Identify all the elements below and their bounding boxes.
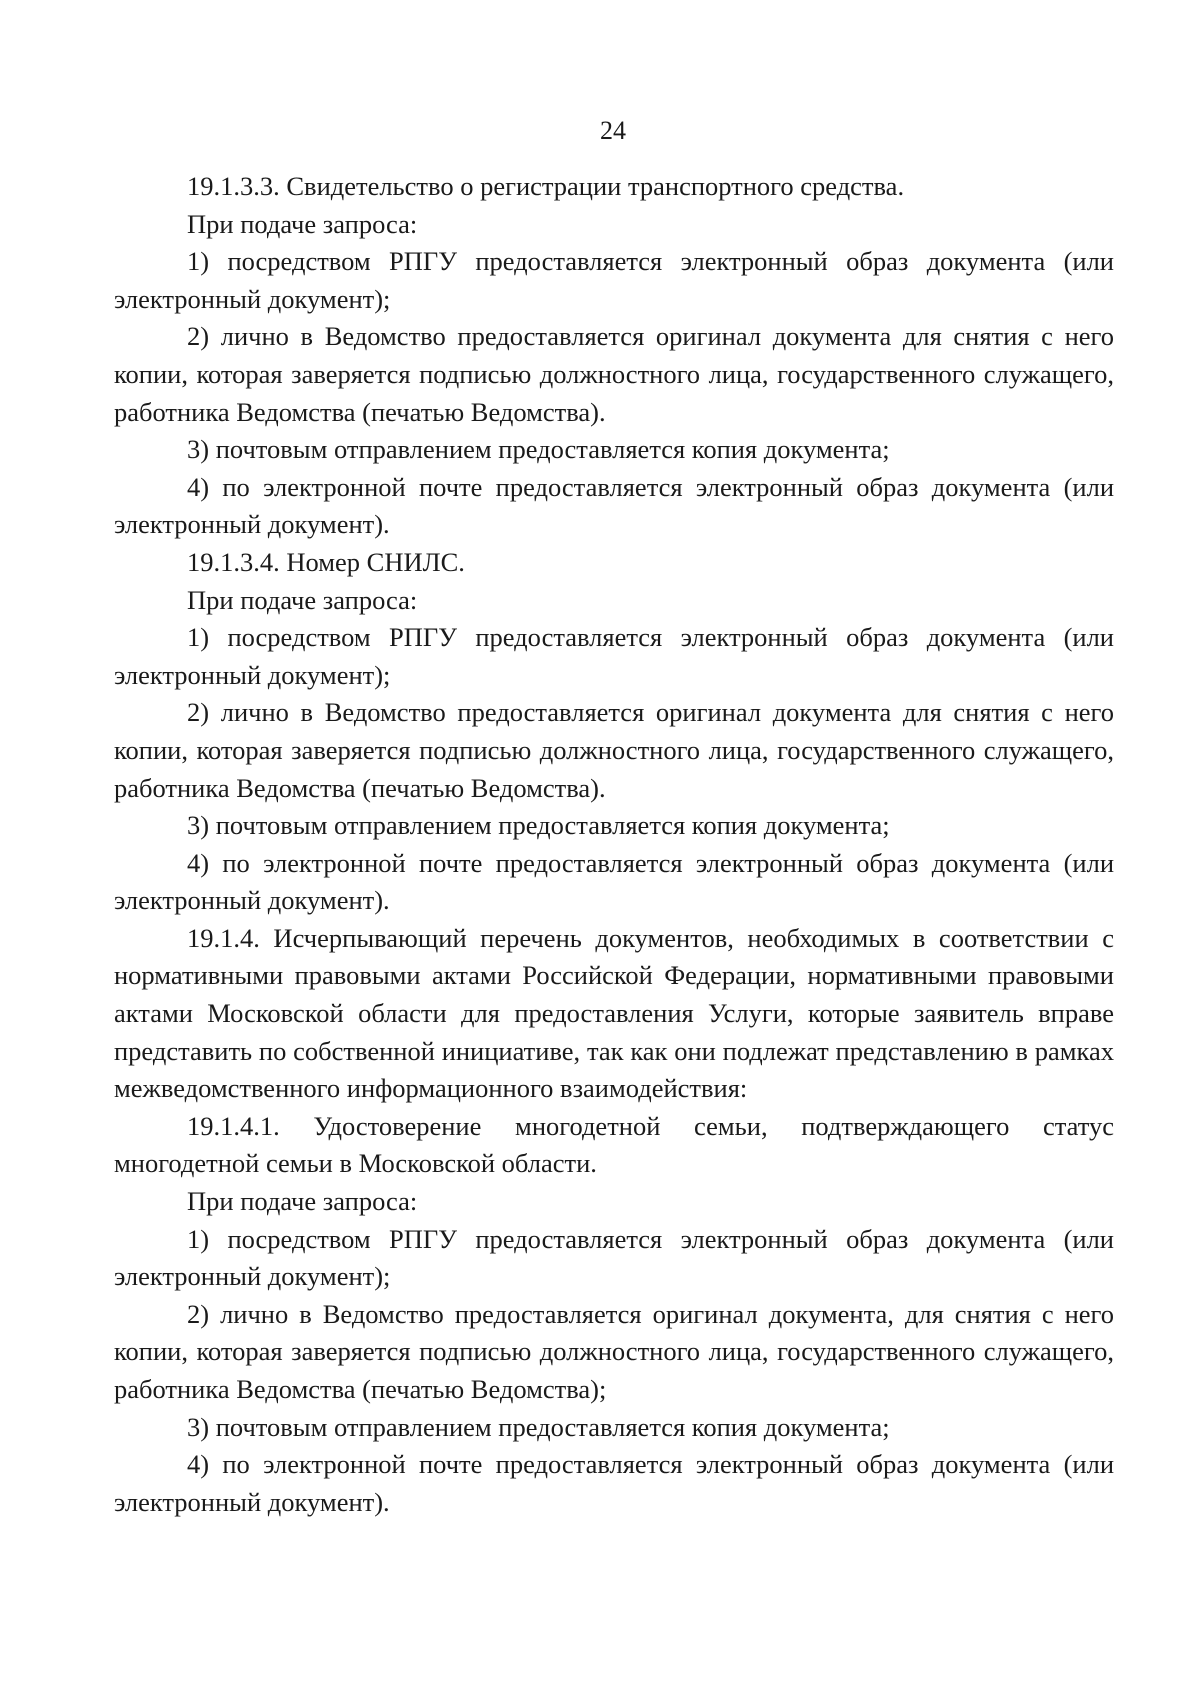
section-heading-19-1-3-3: 19.1.3.3. Свидетельство о регистрации транспортного средства. [187, 171, 905, 201]
document-body [114, 168, 1114, 1521]
list-item-rpgu: 1) посредством РПГУ предоставляется электронный образ документа (или электронный документ); [114, 1223, 1114, 1292]
list-item-in-person: 2) лично в Ведомство предоставляется оригинал документа, для снятия с него копии, которая заверяется подписью должностного лица, государственного служащего, работника Ведомства (печатью Ведомства); [114, 1298, 1114, 1404]
section-heading-19-1-4-1: 19.1.4.1. Удостоверение многодетной семьи, подтверждающего статус многодетной семьи в Московской области. [114, 1110, 1114, 1179]
list-item-rpgu: 1) посредством РПГУ предоставляется электронный образ документа (или электронный документ); [114, 246, 1114, 314]
list-item-in-person: 2) лично в Ведомство предоставляется оригинал документа для снятия с него копии, которая заверяется подписью должностного лица, государственного служащего, работника Ведомства (печатью Ведомства). [114, 321, 1114, 427]
paragraph-request-intro: При подаче запроса: [187, 208, 418, 239]
list-item-post: 3) почтовым отправлением предоставляется копия документа; [187, 810, 890, 841]
list-item-post: 3) почтовым отправлением предоставляется копия документа; [187, 1411, 890, 1442]
list-item-email: 4) по электронной почте предоставляется электронный образ документа (или электронный документ). [114, 471, 1114, 540]
list-item-rpgu: 1) посредством РПГУ предоставляется электронный образ документа (или электронный документ); [114, 622, 1114, 690]
section-heading-19-1-3-4: 19.1.3.4. Номер СНИЛС. [187, 546, 465, 577]
list-item-email: 4) по электронной почте предоставляется электронный образ документа (или электронный документ). [114, 847, 1114, 916]
section-heading-19-1-4: 19.1.4. Исчерпывающий перечень документов, необходимых в соответствии с нормативными правовыми актами Российской Федерации, нормативными правовыми актами Московской области для предоставления Услуги, которые заявитель вправе представить по собственной инициативе, так как они подлежат представлению в рамках межведомственного информационного взаимодействия: [114, 922, 1114, 1104]
list-item-in-person: 2) лично в Ведомство предоставляется оригинал документа для снятия с него копии, которая заверяется подписью должностного лица, государственного служащего, работника Ведомства (печатью Ведомства). [114, 697, 1114, 803]
list-item-email: 4) по электронной почте предоставляется электронный образ документа (или электронный документ). [114, 1449, 1114, 1517]
list-item-post: 3) почтовым отправлением предоставляется копия документа; [187, 434, 890, 465]
page-number: 24 [600, 116, 626, 145]
paragraph-request-intro: При подаче запроса: [187, 1186, 418, 1217]
paragraph-request-intro: При подаче запроса: [187, 584, 418, 615]
